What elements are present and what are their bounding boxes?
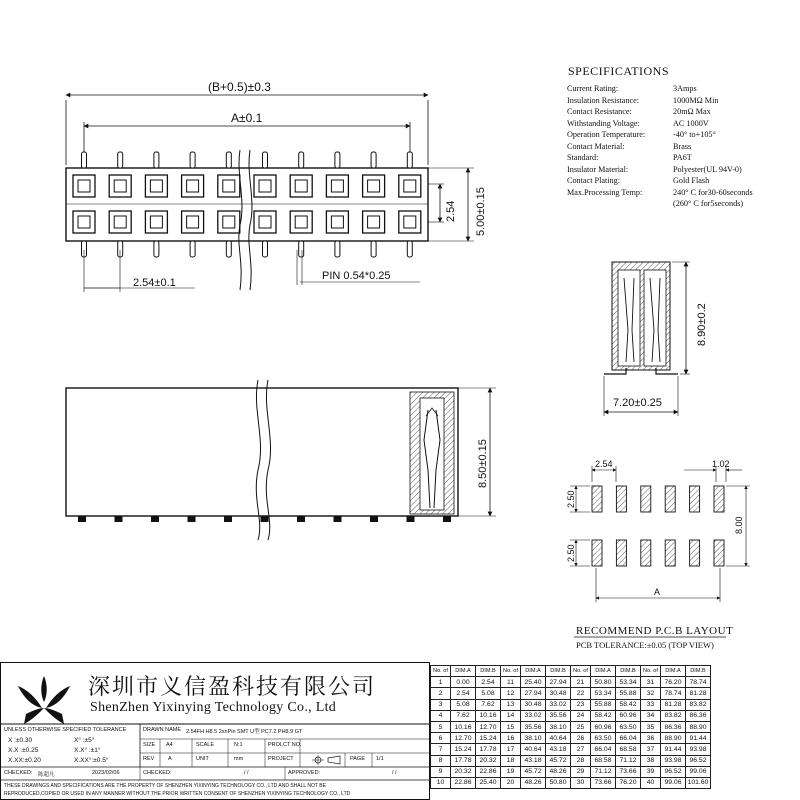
top-view [66, 80, 487, 292]
table-cell: 50.80 [546, 777, 571, 788]
spec-table [567, 83, 753, 210]
table-cell: 17.78 [451, 755, 476, 766]
table-cell: 12.70 [476, 721, 501, 732]
table-cell: 22.86 [451, 777, 476, 788]
contact-cell [218, 211, 240, 233]
spec-row [567, 187, 753, 199]
table-cell: 9 [431, 766, 451, 777]
notice-line1: THESE DRAWINGS AND SPECIFICATIONS ARE THE PROPERTY OF SHENZHEN YIXINYING TECHNOLOGY CO., LTD AND SHALL NOT BE [4, 783, 326, 789]
tol-deg2: X.X° :±1° [74, 747, 101, 754]
table-cell: 76.20 [616, 777, 641, 788]
table-cell: 21 [571, 677, 591, 688]
front-view [66, 380, 496, 540]
table-cell: 7.62 [451, 710, 476, 721]
table-cell: 35.56 [521, 721, 546, 732]
pin [371, 241, 376, 257]
table-cell: 13 [501, 699, 521, 710]
table-cell: 39 [641, 766, 661, 777]
contact-cell [182, 211, 204, 233]
approved-label: APPROVED: [288, 770, 321, 776]
table-cell: 40.64 [546, 733, 571, 744]
table-row [431, 699, 711, 710]
checked2-slashes: / / [244, 770, 249, 776]
foot [370, 516, 378, 522]
table-cell: 15.24 [476, 733, 501, 744]
table-cell: 27.94 [546, 677, 571, 688]
pin [407, 152, 412, 168]
dim-pcb-pad-len-bottom: 2.50 [566, 544, 576, 562]
pin [154, 152, 159, 168]
table-cell: 50.80 [591, 677, 616, 688]
table-cell: 27 [571, 744, 591, 755]
dim-pcb-pad-width: 1.02 [712, 459, 730, 469]
pin [335, 152, 340, 168]
spec-row [567, 118, 753, 130]
spec-key: Contact Plating: [567, 176, 620, 185]
spec-title: SPECIFICATIONS [568, 64, 670, 78]
spec-value: Polyester(UL 94V-0) [673, 164, 742, 174]
table-cell: 91.44 [686, 733, 711, 744]
spec-row [567, 95, 753, 107]
pcb-pad [641, 540, 651, 566]
table-cell: 91.44 [661, 744, 686, 755]
date: 2023/02/06 [92, 770, 120, 776]
table-cell: 15 [501, 721, 521, 732]
table-cell: 32 [641, 688, 661, 699]
tol-deg3: X.XX°:±0.5° [74, 757, 109, 764]
dim-row-pitch: 2.54 [445, 200, 457, 222]
dim-table-header [431, 666, 711, 677]
table-cell: 20.32 [451, 766, 476, 777]
table-cell: 35 [641, 721, 661, 732]
table-row [431, 744, 711, 755]
spec-value: 240° C for30-60seconds [673, 187, 753, 197]
spec-key: Max.Processing Temp: [567, 187, 643, 197]
pin [226, 152, 231, 168]
contact-cell [290, 211, 312, 233]
table-cell: 40.64 [521, 744, 546, 755]
table-cell: 88.90 [686, 721, 711, 732]
dim-pcb-a: A [654, 587, 661, 597]
rev-label: REV [143, 756, 155, 762]
contact-cell [363, 211, 385, 233]
table-cell: 35.56 [546, 710, 571, 721]
spec-value: Brass [673, 141, 692, 151]
contact-cell [399, 175, 421, 197]
table-row [431, 766, 711, 777]
table-cell: 38 [641, 755, 661, 766]
foot [297, 516, 305, 522]
scale-label: SCALE [196, 742, 215, 748]
pin [154, 241, 159, 257]
spec-value: PA6T [673, 153, 692, 162]
spec-key: Operation Temperature: [567, 130, 646, 139]
table-cell: 93.98 [661, 755, 686, 766]
table-cell: 55.88 [616, 688, 641, 699]
table-cell: 0.00 [451, 677, 476, 688]
project-label: PROJECT [268, 756, 294, 762]
table-cell: 88.90 [661, 733, 686, 744]
dim-table-header-cell: DIM.A [591, 666, 616, 677]
pcb-pad [690, 486, 700, 512]
pin [335, 241, 340, 257]
table-cell: 68.58 [616, 744, 641, 755]
dim-side-height: 8.90±0.2 [696, 303, 708, 346]
pin [263, 241, 268, 257]
foot [115, 516, 123, 522]
table-cell: 81.28 [686, 688, 711, 699]
table-cell: 71.12 [591, 766, 616, 777]
contact-cell [290, 175, 312, 197]
foot [224, 516, 232, 522]
table-cell: 55.88 [591, 699, 616, 710]
scale-value: N:1 [234, 742, 243, 748]
spec-row [567, 129, 753, 141]
table-row [431, 721, 711, 732]
table-cell: 22 [571, 688, 591, 699]
pcb-pad [665, 486, 675, 512]
table-cell: 83.82 [661, 710, 686, 721]
pin [118, 152, 123, 168]
table-cell: 40 [641, 777, 661, 788]
spec-value: 3Amps [673, 84, 697, 93]
table-cell: 16 [501, 733, 521, 744]
table-cell: 10.16 [476, 710, 501, 721]
table-cell: 7 [431, 744, 451, 755]
pin [263, 152, 268, 168]
pcb-pad [616, 540, 626, 566]
spec-key [567, 198, 673, 210]
table-cell: 30.48 [546, 688, 571, 699]
spec-value: 20mΩ Max [673, 107, 711, 116]
page-value: 1/1 [376, 756, 384, 762]
table-cell: 81.28 [661, 699, 686, 710]
contact-cell [363, 175, 385, 197]
foot [151, 516, 159, 522]
unit-label: UNIT [196, 756, 209, 762]
pcb-pad [592, 486, 602, 512]
spec-row [567, 198, 753, 210]
unit-value: mm [234, 756, 244, 762]
pcb-title: RECOMMEND P.C.B LAYOUT [576, 625, 734, 637]
company-name-en: ShenZhen Yixinying Technology Co., Ltd [90, 700, 337, 715]
pin [407, 241, 412, 257]
table-row [431, 755, 711, 766]
size-value: A4 [166, 742, 173, 748]
foot [334, 516, 342, 522]
table-cell: 25.40 [476, 777, 501, 788]
table-cell: 10 [431, 777, 451, 788]
table-cell: 43.18 [546, 744, 571, 755]
table-cell: 96.52 [661, 766, 686, 777]
pcb-pad [690, 540, 700, 566]
table-cell: 25 [571, 721, 591, 732]
table-cell: 6 [431, 733, 451, 744]
table-cell: 17.78 [476, 744, 501, 755]
table-cell: 28 [571, 755, 591, 766]
spec-key: Contact Material: [567, 141, 625, 151]
table-cell: 38.10 [521, 733, 546, 744]
table-row [431, 710, 711, 721]
table-cell: 23 [571, 699, 591, 710]
table-cell: 30.48 [521, 699, 546, 710]
table-cell: 58.42 [591, 710, 616, 721]
dim-table-header-cell: DIM.B [686, 666, 711, 677]
notice-line2: REPRODUCED,COPIED OR USED IN ANY MANNER WITHOUT THE PRIOR WRITTEN CONSENT OF SHENZHEN YIXINYING TECHNOLOGY CO., LTD [4, 791, 351, 797]
table-cell: 68.58 [591, 755, 616, 766]
table-cell: 63.50 [616, 721, 641, 732]
spec-value: (260° C for5seconds) [673, 199, 744, 208]
table-cell: 8 [431, 755, 451, 766]
table-cell: 76.20 [661, 677, 686, 688]
table-cell: 33 [641, 699, 661, 710]
contact-cell [145, 211, 167, 233]
foot [261, 516, 269, 522]
table-cell: 45.72 [521, 766, 546, 777]
table-cell: 60.96 [616, 710, 641, 721]
checked2-label: CHECKED: [143, 770, 172, 776]
dim-table-header-cell: DIM.A [451, 666, 476, 677]
table-cell: 53.34 [616, 677, 641, 688]
table-cell: 11 [501, 677, 521, 688]
table-cell: 2.54 [451, 688, 476, 699]
product-no-label: PROLCT NO. [268, 742, 302, 748]
dim-pcb-pitch: 2.54 [595, 459, 613, 469]
drawn-name: 2.54FH H8.5 2xnPin SMT U型 PC7.2 PH8.9 GT [186, 729, 303, 735]
table-cell: 2.54 [476, 677, 501, 688]
table-cell: 20.32 [476, 755, 501, 766]
table-cell: 24 [571, 710, 591, 721]
spec-key: Insulator Material: [567, 164, 629, 174]
contact-cell [326, 211, 348, 233]
dim-pitch-span: A±0.1 [231, 111, 263, 125]
dim-body-height: 8.50±0.15 [477, 439, 489, 488]
contact-cell [182, 175, 204, 197]
spec-key: Standard: [567, 153, 599, 162]
tol-x: X :±0.30 [8, 737, 33, 744]
tolerance-header: UNLESS OTHERWISE SPECIFIED TOLERANCE [4, 727, 127, 733]
spec-key: Current Rating: [567, 84, 619, 93]
table-cell: 22.86 [476, 766, 501, 777]
checked-label: CHECKED: [4, 770, 33, 776]
pcb-tolerance: PCB TOLERANCE:±0.05 (TOP VIEW) [576, 640, 714, 650]
tol-xxx: X.XX:±0.20 [8, 757, 41, 764]
spec-value: -40° to+105° [673, 130, 716, 139]
table-cell: 31 [641, 677, 661, 688]
foot [407, 516, 415, 522]
dim-side-width: 7.20±0.25 [613, 397, 662, 409]
table-row [431, 688, 711, 699]
table-cell: 7.62 [476, 699, 501, 710]
spec-row [567, 164, 753, 176]
table-cell: 53.34 [591, 688, 616, 699]
table-cell: 78.74 [661, 688, 686, 699]
table-cell: 37 [641, 744, 661, 755]
approved-slashes: / / [392, 770, 397, 776]
size-label: SIZE [143, 742, 156, 748]
table-row [431, 777, 711, 788]
foot [78, 516, 86, 522]
dim-table-header-cell: No. of [501, 666, 521, 677]
pin [371, 152, 376, 168]
foot [188, 516, 196, 522]
contact-cell [254, 175, 276, 197]
dim-table-header-cell: DIM.B [546, 666, 571, 677]
table-cell: 27.94 [521, 688, 546, 699]
spec-row [567, 141, 753, 153]
foot [443, 516, 451, 522]
table-cell: 1 [431, 677, 451, 688]
table-cell: 43.18 [521, 755, 546, 766]
pcb-pad [665, 540, 675, 566]
dim-pin: PIN 0.54*0.25 [322, 270, 391, 282]
table-cell: 34 [641, 710, 661, 721]
contact-cell [254, 211, 276, 233]
pin [82, 152, 87, 168]
table-cell: 12.70 [451, 733, 476, 744]
projection-symbol [312, 755, 340, 765]
side-view [604, 262, 708, 416]
company-logo [18, 676, 70, 724]
rev-value: A [168, 756, 172, 762]
dim-table-header-cell: DIM.B [616, 666, 641, 677]
spec-key: Withstanding Voltage: [567, 118, 640, 128]
dim-table-header-cell: DIM.B [476, 666, 501, 677]
pcb-pad [592, 540, 602, 566]
table-cell: 71.12 [616, 755, 641, 766]
table-cell: 14 [501, 710, 521, 721]
table-cell: 5.08 [451, 699, 476, 710]
table-cell: 66.04 [591, 744, 616, 755]
table-cell: 38.10 [546, 721, 571, 732]
table-cell: 4 [431, 710, 451, 721]
tol-deg1: X° :±5° [74, 737, 95, 744]
spec-key: Contact Resistance: [567, 107, 632, 116]
spec-key: Insulation Resistance: [567, 95, 640, 105]
table-cell: 96.52 [686, 755, 711, 766]
table-cell: 29 [571, 766, 591, 777]
dim-pcb-pad-len-top: 2.50 [566, 490, 576, 508]
contact-cell [73, 211, 95, 233]
spec-row [567, 106, 753, 118]
dim-total-length: (B+0.5)±0.3 [208, 80, 271, 94]
spec-row [567, 152, 753, 164]
company-name-cn: 深圳市义信盈科技有限公司 [88, 675, 377, 700]
contact-cell [399, 211, 421, 233]
table-cell: 33.02 [521, 710, 546, 721]
dim-table-header-cell: No. of [571, 666, 591, 677]
table-cell: 20 [501, 777, 521, 788]
checked-by: 陈超凡 [38, 772, 55, 778]
table-cell: 86.36 [661, 721, 686, 732]
spec-row [567, 83, 753, 95]
page-label: PAGE [350, 756, 365, 762]
table-cell: 99.06 [686, 766, 711, 777]
dim-pitch: 2.54±0.1 [133, 277, 176, 289]
table-cell: 60.96 [591, 721, 616, 732]
dimension-table [430, 665, 711, 789]
contact-cell [326, 175, 348, 197]
table-cell: 30 [571, 777, 591, 788]
table-cell: 78.74 [686, 677, 711, 688]
tol-xx: X.X :±0.25 [8, 747, 39, 754]
spec-value: AC 1000V [673, 118, 709, 128]
table-cell: 19 [501, 766, 521, 777]
pcb-pad [616, 486, 626, 512]
table-cell: 99.06 [661, 777, 686, 788]
table-cell: 63.50 [591, 733, 616, 744]
dim-table-header-cell: DIM.A [521, 666, 546, 677]
spec-row [567, 175, 753, 187]
table-cell: 48.26 [521, 777, 546, 788]
dim-table-header-cell: No. of [431, 666, 451, 677]
pcb-pad [714, 540, 724, 566]
pin [190, 241, 195, 257]
table-cell: 83.82 [686, 699, 711, 710]
pin [299, 152, 304, 168]
spec-value: Gold Flash [673, 176, 710, 185]
table-cell: 12 [501, 688, 521, 699]
contact-cell [73, 175, 95, 197]
pin [190, 152, 195, 168]
table-cell: 73.66 [616, 766, 641, 777]
contact-cell [145, 175, 167, 197]
table-cell: 18 [501, 755, 521, 766]
table-cell: 26 [571, 733, 591, 744]
table-cell: 73.66 [591, 777, 616, 788]
table-cell: 25.40 [521, 677, 546, 688]
table-cell: 58.42 [616, 699, 641, 710]
table-cell: 17 [501, 744, 521, 755]
table-cell: 33.02 [546, 699, 571, 710]
contact-cell [109, 175, 131, 197]
table-cell: 10.16 [451, 721, 476, 732]
table-cell: 86.36 [686, 710, 711, 721]
table-cell: 48.26 [546, 766, 571, 777]
table-cell: 5 [431, 721, 451, 732]
table-cell: 2 [431, 688, 451, 699]
dim-pcb-row-span: 8.00 [734, 516, 744, 534]
table-cell: 15.24 [451, 744, 476, 755]
pcb-layout [566, 459, 750, 650]
table-cell: 3 [431, 699, 451, 710]
pin [299, 241, 304, 257]
table-cell: 93.98 [686, 744, 711, 755]
contact-cell [109, 211, 131, 233]
table-row [431, 677, 711, 688]
spec-value: 1000MΩ Min [673, 95, 719, 105]
table-cell: 45.72 [546, 755, 571, 766]
pcb-pad [641, 486, 651, 512]
dim-body-width: 5.00±0.15 [475, 187, 487, 236]
pin [226, 241, 231, 257]
drawn-name-label: DRAWN NAME [143, 727, 181, 733]
table-row [431, 733, 711, 744]
contact-cell [218, 175, 240, 197]
table-cell: 36 [641, 733, 661, 744]
table-cell: 101.60 [686, 777, 711, 788]
dim-table-header-cell: DIM.A [661, 666, 686, 677]
dim-table-header-cell: No. of [641, 666, 661, 677]
table-cell: 5.08 [476, 688, 501, 699]
pcb-pad [714, 486, 724, 512]
table-cell: 66.04 [616, 733, 641, 744]
